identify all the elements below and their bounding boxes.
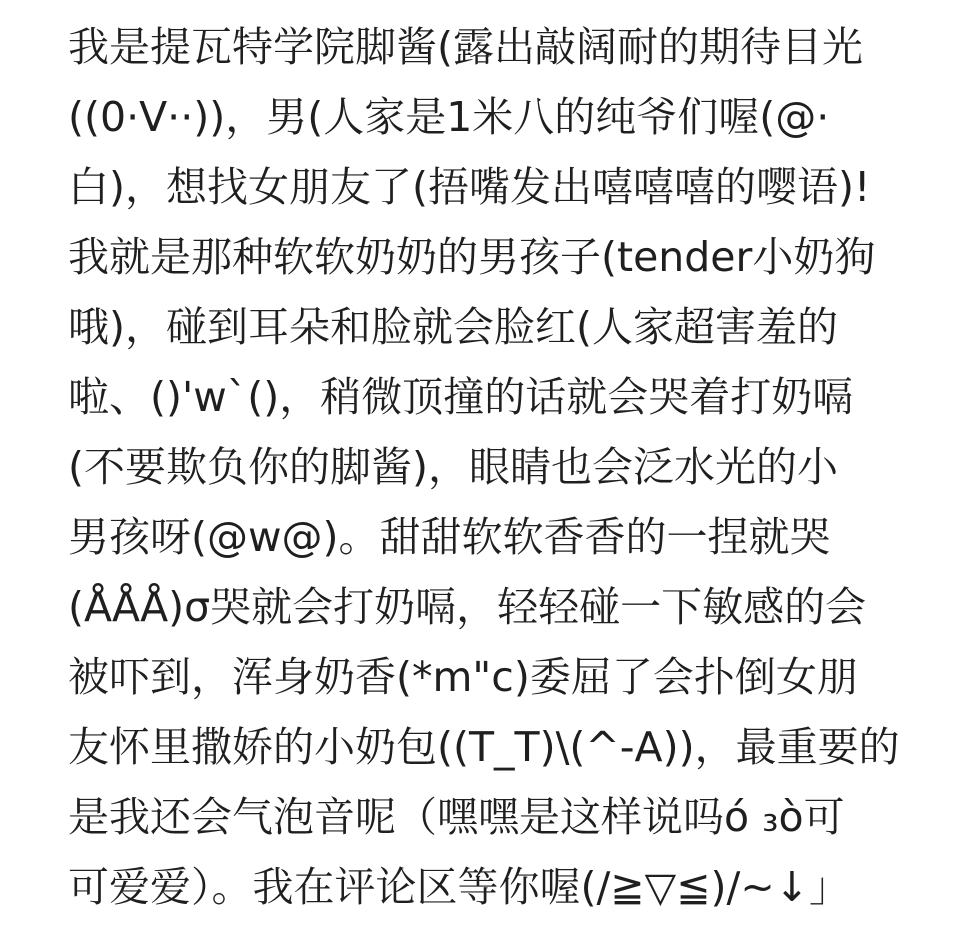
text-line: 我就是那种软软奶奶的男孩子(tender小奶狗 [68, 233, 876, 281]
post-text [68, 12, 948, 922]
text-line: 是我还会气泡音呢（嘿嘿是这样说吗ό ₃ὸ可 [68, 793, 845, 841]
text-line: (不要欺负你的脚酱)，眼睛也会泛水光的小 [68, 443, 838, 491]
text-line: 啦、()'w`()，稍微顶撞的话就会哭着打奶嗝 [68, 373, 854, 421]
text-line: 可爱爱）。我在评论区等你喔(/≧▽≦)/~↓」 [68, 863, 851, 911]
text-line: 白)，想找女朋友了(捂嘴发出嘻嘻嘻的嘤语)! [68, 163, 871, 211]
text-line: 哦)，碰到耳朵和脸就会脸红(人家超害羞的 [68, 303, 838, 351]
text-line: 男孩呀(@w@)。甜甜软软香香的一捏就哭 [68, 513, 831, 561]
text-line: ((0·V··))，男(人家是1米八的纯爷们喔(@· [68, 93, 830, 141]
text-line: 友怀里撒娇的小奶包((T_T)\(^-A))，最重要的 [68, 723, 900, 771]
text-line: 被吓到，浑身奶香(*m"c)委屈了会扑倒女朋 [68, 653, 858, 701]
text-line: 我是提瓦特学院脚酱(露出敲阔耐的期待目光 [68, 23, 863, 71]
text-line: (ÅÅÅ)σ哭就会打奶嗝，轻轻碰一下敏感的会 [68, 583, 867, 631]
